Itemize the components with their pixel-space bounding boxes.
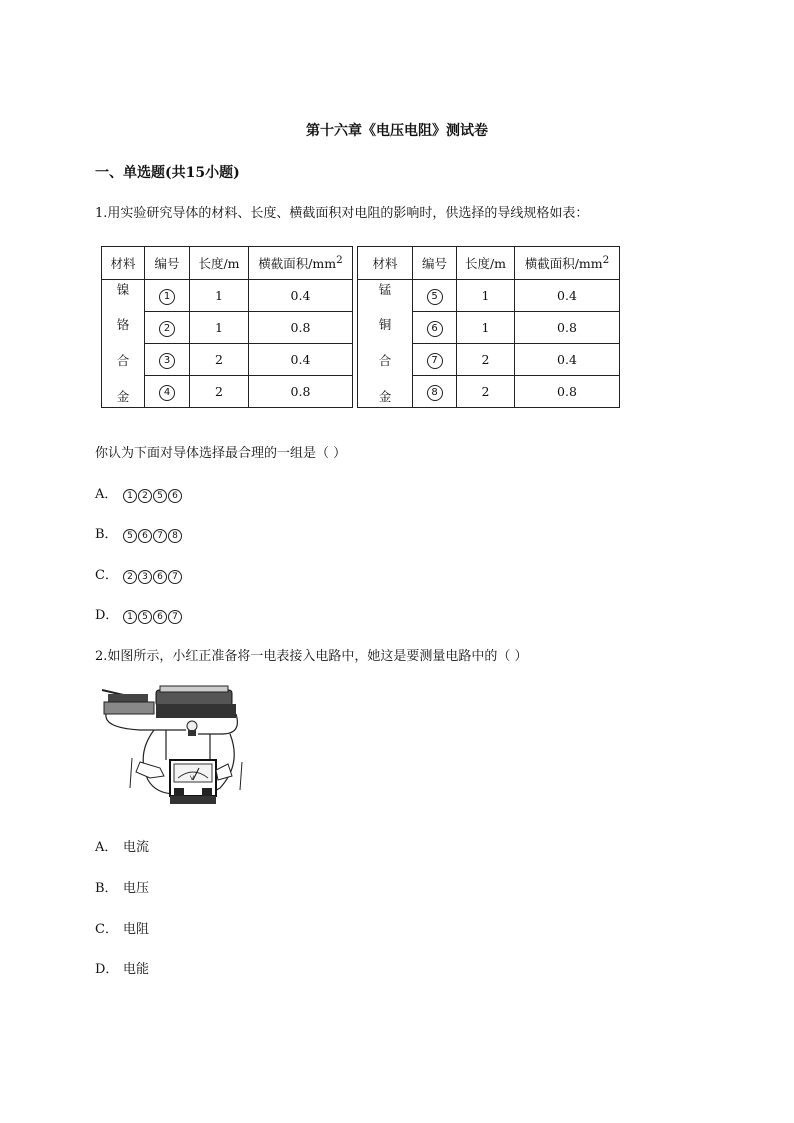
area-cell: 0.4 (515, 280, 620, 312)
q2-option-d[interactable]: D． 电能 (95, 962, 150, 977)
svg-text:V: V (190, 775, 195, 782)
table-header-row (102, 247, 620, 280)
header-cell: 横截面积$/mm^2$ (515, 247, 620, 280)
question-2-text: 2.如图所示，小红正准备将一电表接入电路中，她这是要测量电路中的（ ） (95, 649, 528, 664)
header-cell: 长度/m (190, 247, 249, 280)
option-d[interactable]: D． 1 5 6 7 (95, 604, 183, 624)
length-cell: 2 (457, 344, 515, 376)
id-cell: 3 (145, 344, 190, 376)
id-cell: 5 (413, 280, 457, 312)
id-cell: 7 (413, 344, 457, 376)
q2-option-b[interactable]: B． 电压 (95, 881, 150, 896)
q2-option-a[interactable]: A． 电流 (95, 840, 150, 855)
area-cell: 0.4 (249, 280, 353, 312)
area-cell: 0.8 (249, 312, 353, 344)
header-cell: 长度/m (457, 247, 515, 280)
id-cell: 4 (145, 376, 190, 408)
length-cell: 2 (190, 344, 249, 376)
page-title: 第十六章《电压电阻》测试卷 (306, 123, 488, 139)
id-cell: 1 (145, 280, 190, 312)
q2-option-c[interactable]: C． 电阻 (95, 922, 150, 937)
area-cell: 0.8 (515, 312, 620, 344)
area-cell: 0.4 (515, 344, 620, 376)
option-a[interactable]: A． 1 2 5 6 (95, 483, 183, 503)
material-cell-right: 锰 铜 合 金 (358, 280, 413, 408)
id-cell: 8 (413, 376, 457, 408)
length-cell: 2 (457, 376, 515, 408)
id-cell: 2 (145, 312, 190, 344)
table-row (102, 280, 620, 312)
id-cell: 6 (413, 312, 457, 344)
material-cell-left: 镍 铬 合 金 (102, 280, 145, 408)
length-cell: 1 (457, 280, 515, 312)
length-cell: 1 (190, 312, 249, 344)
header-cell: 编号 (145, 247, 190, 280)
section-heading: 一、单选题(共15小题) (95, 165, 240, 181)
length-cell: 2 (190, 376, 249, 408)
header-cell: 材料 (102, 247, 145, 280)
header-cell: 编号 (413, 247, 457, 280)
option-b[interactable]: B． 5 6 7 8 (95, 523, 183, 543)
circuit-illustration-icon (100, 684, 245, 806)
length-cell: 1 (457, 312, 515, 344)
wire-spec-table (101, 246, 620, 408)
area-cell: 0.8 (515, 376, 620, 408)
circuit-figure (100, 684, 245, 810)
area-cell: 0.4 (249, 344, 353, 376)
header-cell: 横截面积$/mm^2$ (249, 247, 353, 280)
area-cell: 0.8 (249, 376, 353, 408)
question-1-text: 1.用实验研究导体的材料、长度、横截面积对电阻的影响时，供选择的导线规格如表： (95, 206, 589, 221)
question-1-prompt: 你认为下面对导体选择最合理的一组是（ ） (95, 446, 347, 461)
header-cell: 材料 (358, 247, 413, 280)
length-cell: 1 (190, 280, 249, 312)
option-c[interactable]: C． 2 3 6 7 (95, 564, 183, 584)
